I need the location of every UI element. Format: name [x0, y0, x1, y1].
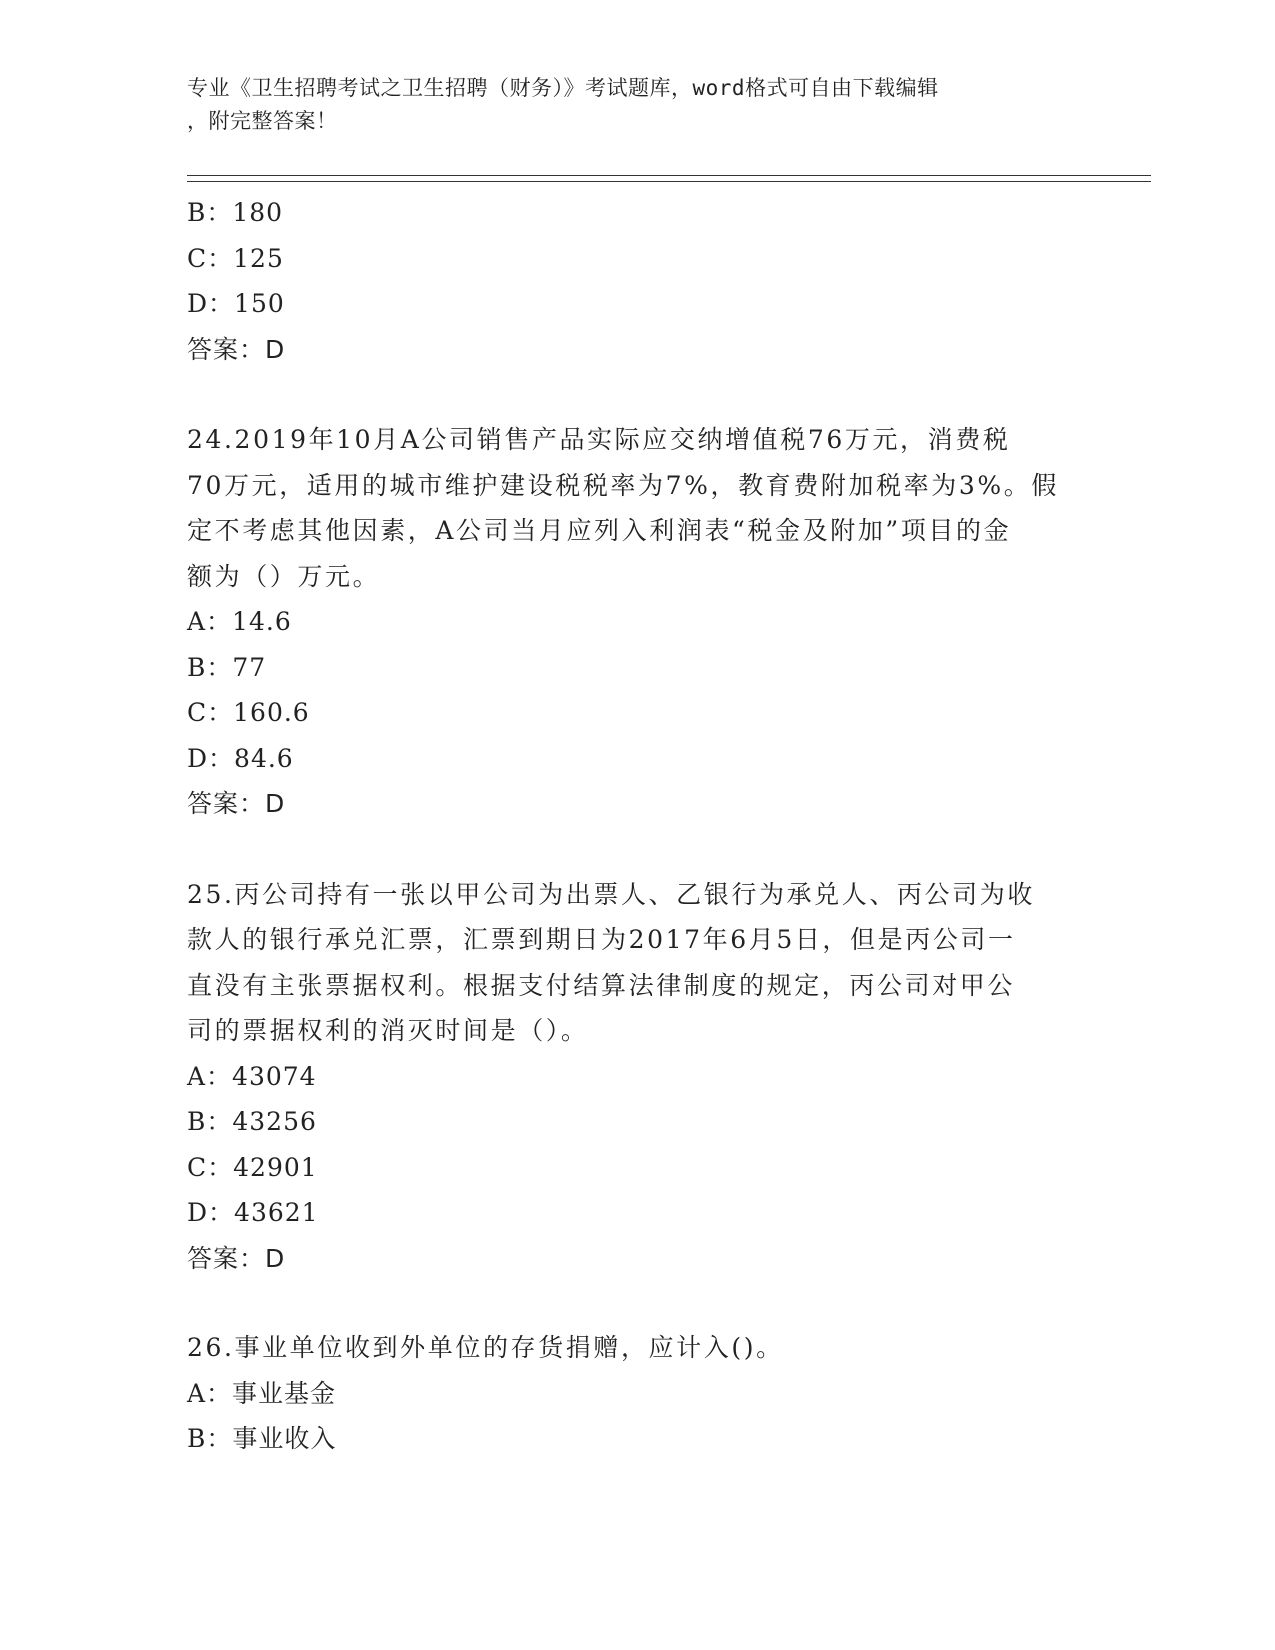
- answer-line: 答案：D: [187, 334, 286, 364]
- stem-line: 26.事业单位收到外单位的存货捐赠，应计入()。: [187, 1333, 784, 1362]
- question-26: [187, 1325, 1087, 1462]
- header-divider-bottom: [187, 181, 1151, 182]
- option-b: B：43256: [187, 1107, 317, 1136]
- page-header: [187, 72, 1077, 138]
- option-c: C：160.6: [187, 698, 310, 727]
- stem-line: 24.2019年10月A公司销售产品实际应交纳增值税76万元，消费税: [187, 425, 1011, 454]
- stem-line: 定不考虑其他因素，A公司当月应列入利润表“税金及附加”项目的金: [187, 516, 1012, 545]
- option-c: C：42901: [187, 1152, 318, 1182]
- header-divider-top: [187, 175, 1151, 176]
- stem-line: 25.丙公司持有一张以甲公司为出票人、乙银行为承兑人、丙公司为收: [187, 879, 1035, 909]
- option-a: A：14.6: [187, 607, 292, 636]
- spacer: [187, 372, 1087, 417]
- question-stem: [187, 872, 1087, 1054]
- option-a: A：43074: [187, 1061, 317, 1091]
- question-stem: [187, 1325, 1087, 1371]
- option-b: B：180: [187, 198, 284, 227]
- question-24: [187, 417, 1087, 827]
- stem-line: 70万元，适用的城市维护建设税税率为7%，教育费附加税率为3%。假: [187, 470, 1059, 500]
- stem-line: 额为（）万元。: [187, 561, 381, 591]
- stem-line: 司的票据权利的消灭时间是（）。: [187, 1016, 589, 1045]
- spacer: [187, 827, 1087, 872]
- stem-line: 款人的银行承兑汇票，汇票到期日为2017年6月5日，但是丙公司一: [187, 925, 1016, 954]
- question-list: [187, 190, 1087, 1462]
- answer-line: 答案：D: [187, 789, 286, 818]
- option-d: D：43621: [187, 1198, 319, 1227]
- option-b: B：事业收入: [187, 1424, 337, 1453]
- question-stem: [187, 417, 1087, 599]
- option-b: B：77: [187, 652, 267, 682]
- option-c: C：125: [187, 243, 284, 273]
- header-line-2: ，附完整答案！: [187, 109, 338, 133]
- option-d: D：84.6: [187, 743, 294, 773]
- header-line-1: 专业《卫生招聘考试之卫生招聘（财务）》考试题库，word格式可自由下载编辑: [187, 76, 939, 100]
- stem-line: 直没有主张票据权利。根据支付结算法律制度的规定，丙公司对甲公: [187, 970, 1016, 1000]
- answer-line: 答案：D: [187, 1243, 286, 1273]
- option-d: D：150: [187, 289, 285, 318]
- option-a: A：事业基金: [187, 1378, 337, 1408]
- spacer: [187, 1281, 1087, 1325]
- question-23-tail: [187, 190, 1087, 372]
- question-25: [187, 872, 1087, 1282]
